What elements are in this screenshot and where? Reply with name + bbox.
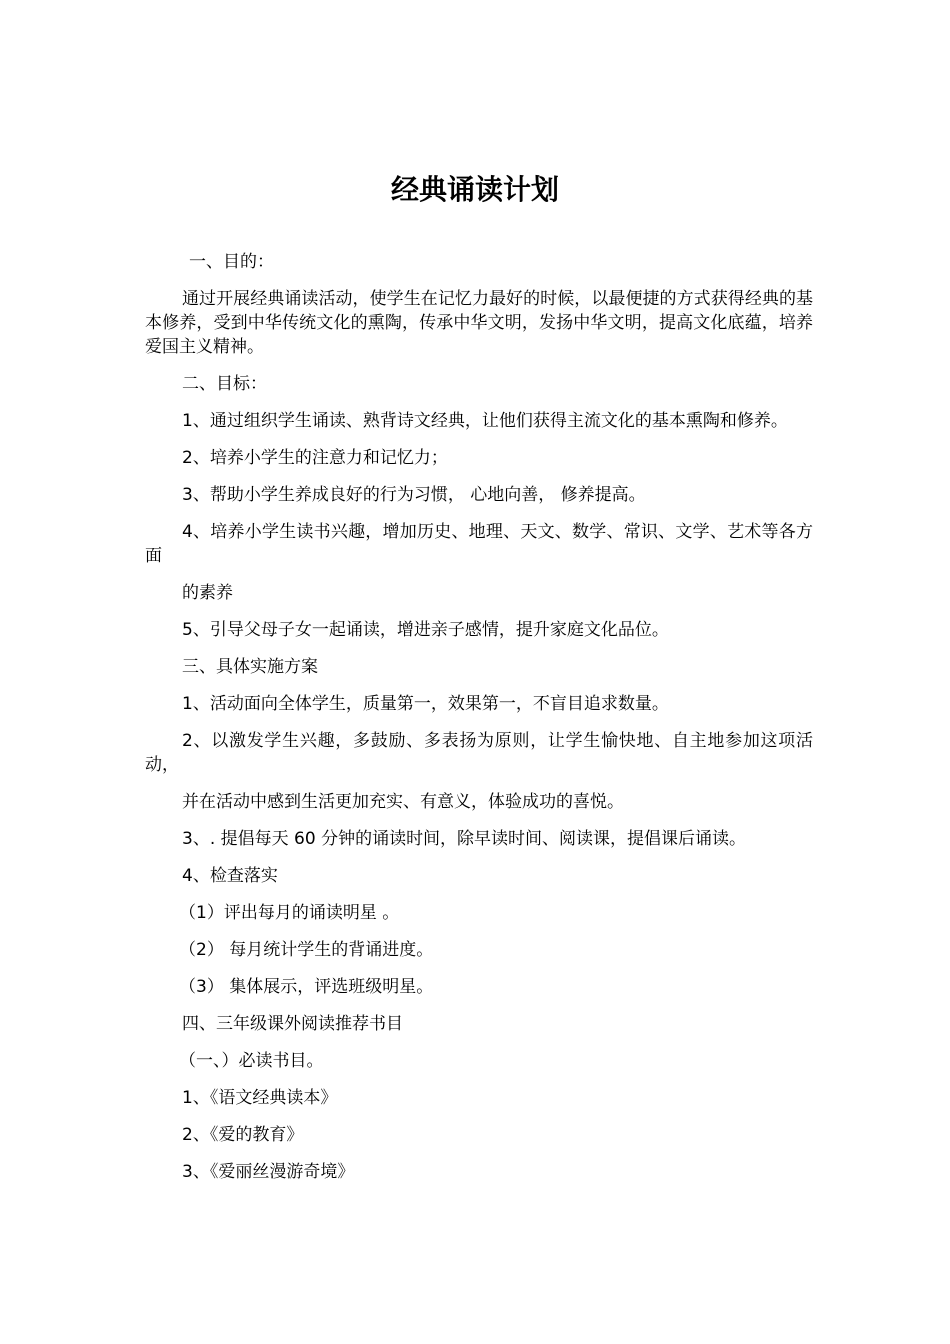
paragraph-purpose: 通过开展经典诵读活动，使学生在记忆力最好的时候，以最便捷的方式获得经典的基本修养，受到中华传统文化的熏陶，传承中华文明，发扬中华文明，提高文化底蕴，培养爱国主义精神。 — [145, 289, 813, 357]
goal-item-5: 5、引导父母子女一起诵读，增进亲子感情，提升家庭文化品位。 — [182, 620, 669, 640]
book-item-3: 3、《爱丽丝漫游奇境》 — [182, 1162, 355, 1182]
plan-item-4: 4、检查落实 — [182, 866, 278, 886]
goal-item-1: 1、通过组织学生诵读、熟背诗文经典，让他们获得主流文化的基本熏陶和修养。 — [182, 411, 788, 431]
goal-item-2: 2、培养小学生的注意力和记忆力； — [182, 448, 448, 468]
check-item-3: （3） 集体展示，评选班级明星。 — [179, 977, 434, 997]
plan-item-2: 2、以激发学生兴趣，多鼓励、多表扬为原则，让学生愉快地、自主地参加这项活动， — [145, 731, 813, 775]
plan-item-3: 3、. 提倡每天 60 分钟的诵读时间，除早读时间、阅读课，提倡课后诵读。 — [182, 829, 747, 849]
section-heading-reading: 四、三年级课外阅读推荐书目 — [182, 1014, 403, 1034]
document-title: 经典诵读计划 — [390, 173, 559, 206]
section-heading-purpose: 一、目的： — [189, 252, 274, 272]
plan-item-1: 1、活动面向全体学生，质量第一，效果第一，不盲目追求数量。 — [182, 694, 669, 714]
book-item-1: 1、《语文经典读本》 — [182, 1088, 338, 1108]
book-item-2: 2、《爱的教育》 — [182, 1125, 304, 1145]
reading-subheading-required: （一、）必读书目。 — [179, 1051, 324, 1071]
section-heading-plan: 三、具体实施方案 — [182, 657, 318, 677]
goal-item-4-continued: 的素养 — [182, 583, 233, 603]
plan-item-2-continued: 并在活动中感到生活更加充实、有意义，体验成功的喜悦。 — [182, 792, 624, 812]
section-heading-goals: 二、目标： — [182, 374, 267, 394]
document-body — [145, 250, 813, 1184]
check-item-2: （2） 每月统计学生的背诵进度。 — [179, 940, 434, 960]
goal-item-3: 3、帮助小学生养成良好的行为习惯， 心地向善， 修养提高。 — [182, 485, 646, 505]
check-item-1: （1）评出每月的诵读明星 。 — [179, 903, 400, 923]
goal-item-4: 4、培养小学生读书兴趣，增加历史、地理、天文、数学、常识、文学、艺术等各方面 — [145, 522, 813, 566]
